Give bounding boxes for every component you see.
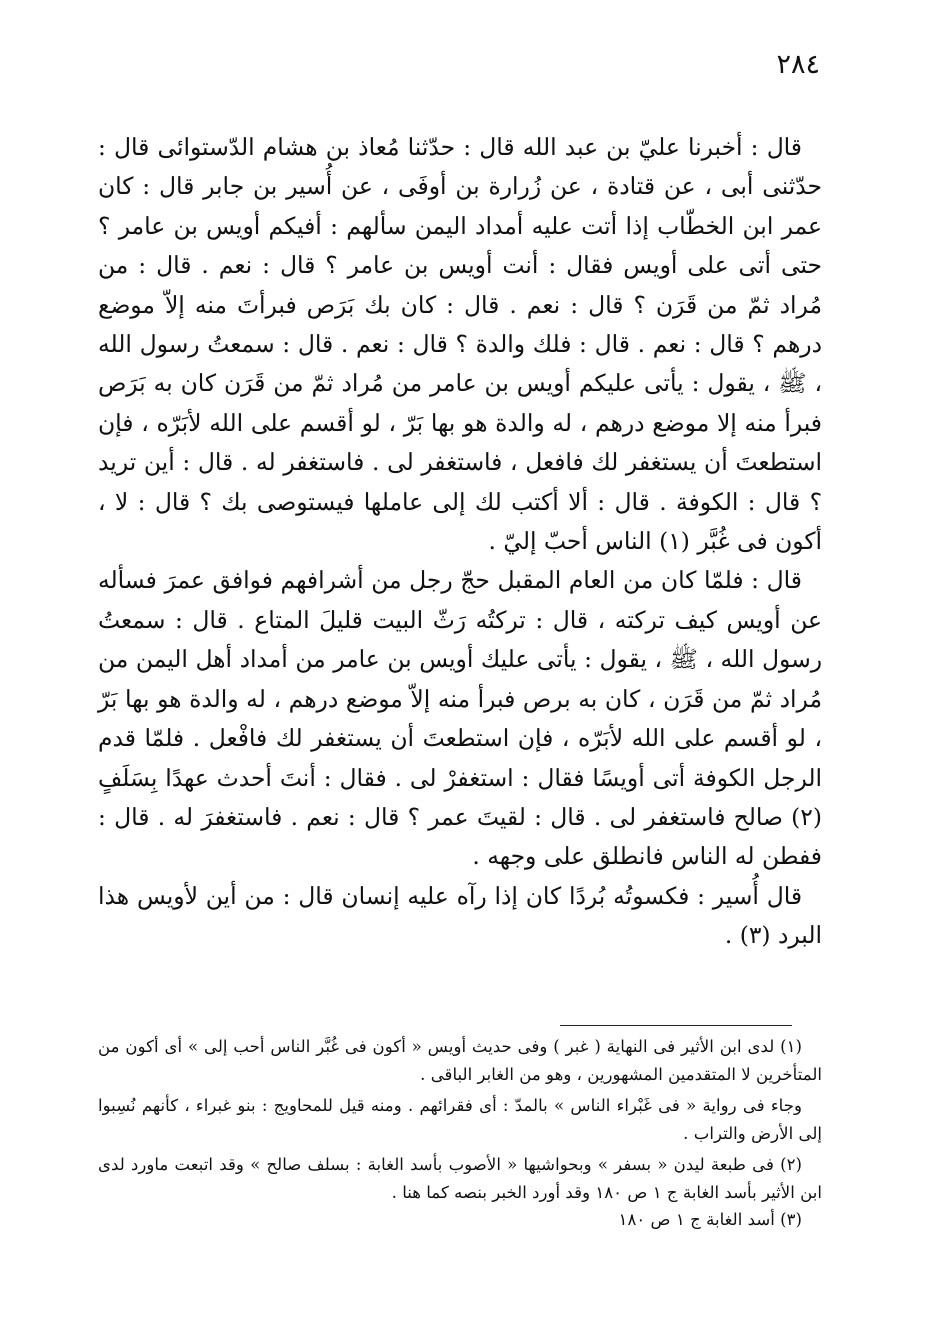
footnote: وجاء فى رواية « فى غَبْراء الناس » بالمدّ : أى فقرائهم . ومنه قيل للمحاويج : بنو غبراء ، كأنهم نُسِبوا إلى الأرض والتراب . <box>98 1096 822 1143</box>
footnote-divider <box>560 1025 792 1026</box>
main-text <box>98 128 822 956</box>
footnote: (١) لدى ابن الأثير فى النهاية ( غبر ) وفى حديث أويس « أكون فى غُبَّر الناس أحب إلى » أى أكون من المتأخرين لا المتقدمين المشهورين ، وهو من الغابر الباقى . <box>98 1037 822 1084</box>
page-number: ٢٨٤ <box>776 49 820 80</box>
paragraph: قال : فلمّا كان من العام المقبل حجّ رجل من أشرافهم فوافق عمرَ فسأله عن أويس كيف تركته ، قال : تركتُه رَثّ البيت قليلَ المتاع . قال : سمعتُ رسول الله ، ﷺ ، يقول : يأتى عليك أويس بن عامر من أمداد أهل اليمن من مُراد ثمّ من قَرَن ، كان به برص فبرأ منه إلاّ موضع درهم ، له والدة هو بها بَرّ ، لو أقسم على الله لأبَرّه ، فإن استطعتَ أن يستغفر لك فافْعل . فلمّا قدم الرجل الكوفة أتى أويسًا فقال : استغفرْ لى . فقال : أنتَ أحدث عهدًا بِسَلَفٍ (٢) صالح فاستغفر لى . قال : لقيتَ عمر ؟ قال : نعم . فاستغفرَ له . قال : ففطن له الناس فانطلق على وجهه . <box>98 566 822 871</box>
paragraph: قال أُسير : فكسوتُه بُردًا كان إذا رآه عليه إنسان قال : من أين لأويس هذا البرد (٣) . <box>98 881 822 950</box>
footnotes <box>98 1033 822 1234</box>
footnote: (٣) أسد الغابة ج ١ ص ١٨٠ <box>618 1210 802 1229</box>
paragraph: قال : أخبرنا عليّ بن عبد الله قال : حدّثنا مُعاذ بن هشام الدّستوائى قال : حدّثنى أبى ، عن قتادة ، عن زُرارة بن أوفَى ، عن أُسير بن جابر قال : كان عمر ابن الخطّاب إذا أتت عليه أمداد اليمن سألهم : أفيكم أويس بن عامر ؟ حتى أتى على أويس فقال : أنت أويس بن عامر ؟ قال : نعم . قال : من مُراد ثمّ من قَرَن ؟ قال : نعم . قال : كان بك بَرَص فبرأتَ منه إلاّ موضع درهم ؟ قال : نعم . قال : فلك والدة ؟ قال : نعم . قال : سمعتُ رسول الله ، ﷺ ، يقول : يأتى عليكم أويس بن عامر من مُراد ثمّ من قَرَن كان به بَرَص فبرأ منه إلا موضع درهم ، له والدة هو بها بَرّ ، لو أقسم على الله لأبَرّه ، فإن استطعتَ أن يستغفر لك فافعل ، فاستغفر لى . فاستغفر له . قال : أين تريد ؟ قال : الكوفة . قال : ألا أكتب لك إلى عاملها فيستوصى بك ؟ قال : لا ، أكون فى غُبَّر (١) الناس أحبّ إليّ . <box>98 133 822 556</box>
footnote: (٢) فى طبعة ليدن « بسفر » وبحواشيها « الأصوب بأسد الغابة : بسلف صالح » وقد اتبعت ماورد لدى ابن الأثير بأسد الغابة ج ١ ص ١٨٠ وقد أورد الخبر بنصه كما هنا . <box>98 1155 822 1202</box>
